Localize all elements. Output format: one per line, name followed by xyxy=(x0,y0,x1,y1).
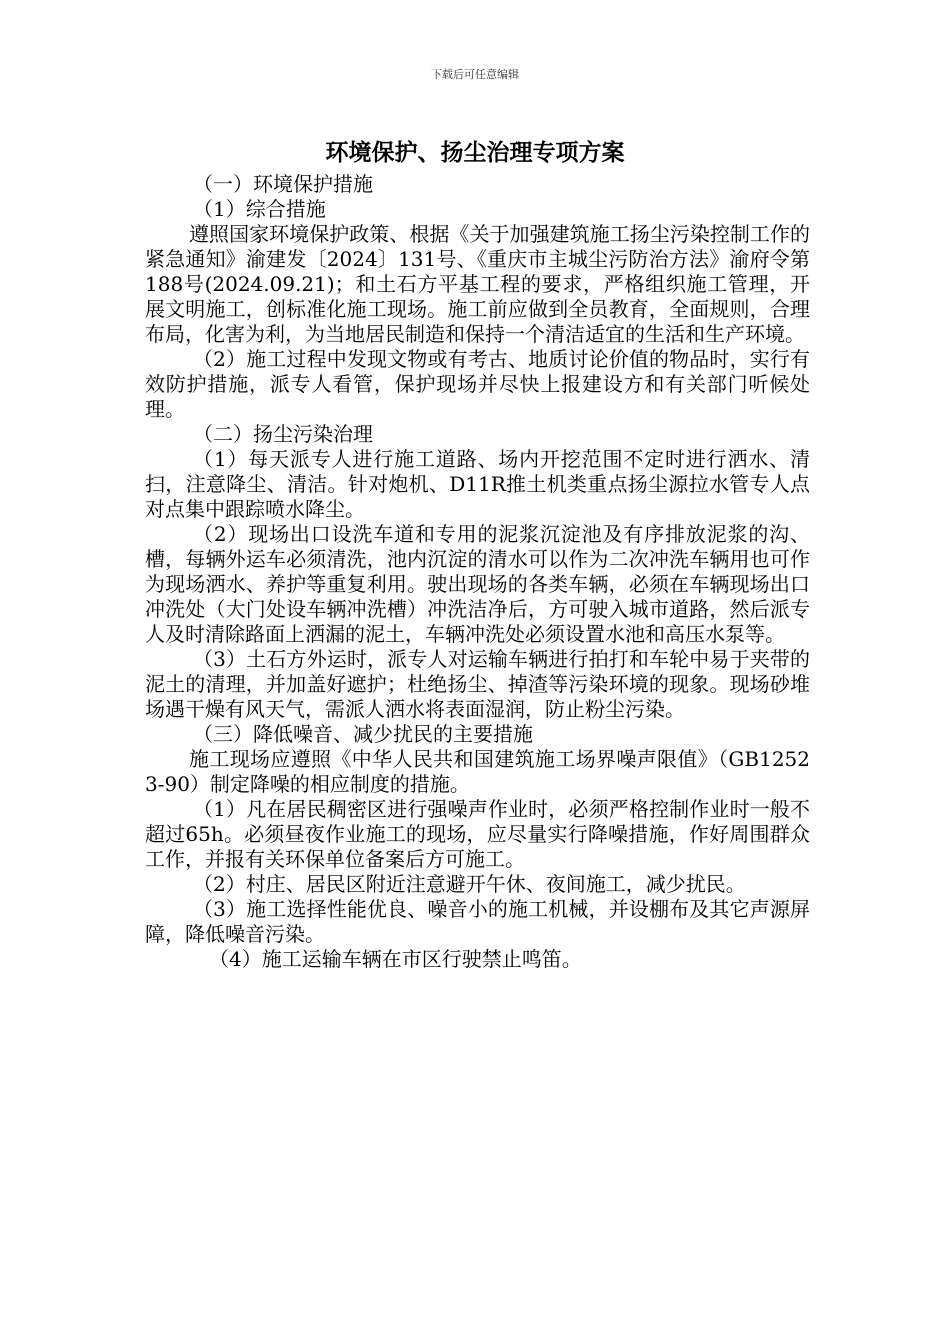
paragraph: 遵照国家环境保护政策、根据《关于加强建筑施工扬尘污染控制工作的紧急通知》渝建发〔2024〕131号、《重庆市主城尘污防治方法》渝府令第188号(2024.09.21)；和土石方平基工程的要求，严格组织施工管理，开展文明施工，创标准化施工现场。施工前应做到全员教育，全面规则，合理布局，化害为利，为当地居民制造和保持一个清洁适宜的生活和生产环境。 xyxy=(145,222,810,346)
section-heading-noise: （三）降低噪音、减少扰民的主要措施 xyxy=(193,722,533,746)
paragraph: （2）施工过程中发现文物或有考古、地质讨论价值的物品时，实行有效防护措施，派专人看管，保护现场并尽快上报建设方和有关部门听候处理。 xyxy=(145,347,810,421)
paragraph: （2）村庄、居民区附近注意避开午休、夜间施工，减少扰民。 xyxy=(193,872,746,896)
paragraph: （2）现场出口设洗车道和专用的泥浆沉淀池及有序排放泥浆的沟、槽，每辆外运车必须清洗，池内沉淀的清水可以作为二次冲洗车辆用也可作为现场洒水、养护等重复利用。驶出现场的各类车辆，必须在车辆现场出口冲洗处（大门处设车辆冲洗槽）冲洗洁净后，方可驶入城市道路，然后派专人及时清除路面上洒漏的泥土，车辆冲洗处必须设置水池和高压水泵等。 xyxy=(145,522,810,646)
paragraph: （1）凡在居民稠密区进行强噪声作业时，必须严格控制作业时一般不超过65h。必须昼夜作业施工的现场，应尽量实行降噪措施，作好周围群众工作，并报有关环保单位备案后方可施工。 xyxy=(145,797,810,871)
paragraph: （3）施工选择性能优良、噪音小的施工机械，并设棚布及其它声源屏障，降低噪音污染。 xyxy=(145,897,810,946)
paragraph: （1）每天派专人进行施工道路、场内开挖范围不定时进行洒水、清扫，注意降尘、清洁。针对炮机、D11R推土机类重点扬尘源拉水管专人点对点集中跟踪喷水降尘。 xyxy=(145,447,810,521)
section-heading-environment: （一）环境保护措施 xyxy=(193,172,373,196)
paragraph: （4）施工运输车辆在市区行驶禁止鸣笛。 xyxy=(209,947,582,971)
document-title: 环境保护、扬尘治理专项方案 xyxy=(325,140,625,166)
header-note: 下载后可任意编辑 xyxy=(431,68,519,81)
section-heading-dust: （二）扬尘污染治理 xyxy=(193,422,373,446)
paragraph: 施工现场应遵照《中华人民共和国建筑施工场界噪声限值》（GB12523-90）制定降噪的相应制度的措施。 xyxy=(145,747,810,796)
document-body xyxy=(145,172,810,972)
subsection-heading-general: （1）综合措施 xyxy=(193,197,326,221)
paragraph: （3）土石方外运时，派专人对运输车辆进行拍打和车轮中易于夹带的泥土的清理，并加盖好遮护；杜绝扬尘、掉渣等污染环境的现象。现场砂堆场遇干燥有风天气，需派人洒水将表面湿润，防止粉尘污染。 xyxy=(145,647,810,721)
